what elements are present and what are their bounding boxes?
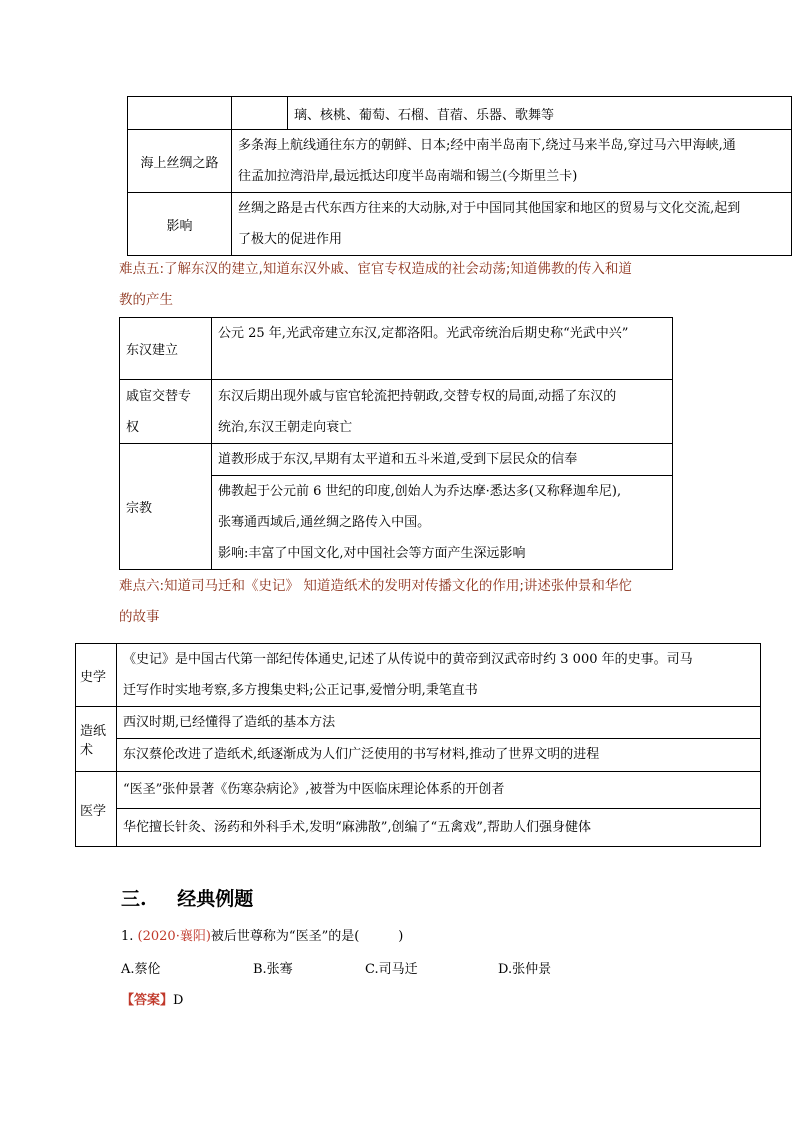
history-desc: 《史记》是中国古代第一部纪传体通史,记述了从传说中的黄帝到汉武帝时约 3 000 年的史事。司马 迁写作时实地考察,多方搜集史料;公正记事,爱憎分明,秉笔直书 xyxy=(117,644,761,707)
maritime-silk-road-label: 海上丝绸之路 xyxy=(128,130,232,193)
question-1 xyxy=(121,925,403,944)
medicine-label: 医学 xyxy=(76,772,117,847)
question-number: 1. xyxy=(121,929,134,944)
religion-desc: 道教形成于东汉,早期有太平道和五斗米道,受到下层民众的信奉 佛教起于公元前 6 世纪的印度,创始人为乔达摩·悉达多(又称释迦牟尼), 张骞通西域后,通丝绸之路传入中国。 影响:丰富了中国文化,对中国社会等方面产生深远影响 xyxy=(212,444,673,570)
option-c: C.司马迁 xyxy=(365,962,418,977)
option-a: A.蔡伦 xyxy=(121,962,161,977)
question-source: (2020·襄阳) xyxy=(137,929,211,944)
question-stem: 被后世尊称为“医圣”的是( ) xyxy=(210,929,404,944)
section-title: 经典例题 xyxy=(177,888,254,910)
option-b: B.张骞 xyxy=(253,962,293,977)
papermaking-desc: 西汉时期,已经懂得了造纸的基本方法 东汉蔡伦改进了造纸术,纸逐渐成为人们广泛使用的书写材料,推动了世界文明的进程 xyxy=(117,707,761,772)
papermaking-label: 造纸术 xyxy=(76,707,117,772)
culture-table xyxy=(75,643,761,847)
consort-eunuch-desc: 东汉后期出现外戚与宦官轮流把持朝政,交替专权的局面,动摇了东汉的 统治,东汉王朝走向衰亡 xyxy=(212,380,673,444)
answer-value: D xyxy=(173,993,184,1008)
answer xyxy=(121,989,183,1008)
maritime-silk-road-desc: 多条海上航线通往东方的朝鲜、日本;经中南半岛南下,绕过马来半岛,穿过马六甲海峡,通 往孟加拉湾沿岸,最远抵达印度半岛南端和锡兰(今斯里兰卡) xyxy=(232,130,792,193)
religion-label: 宗教 xyxy=(120,444,212,570)
silk-road-table xyxy=(127,96,792,256)
cell-empty xyxy=(128,97,232,130)
influence-desc: 丝绸之路是古代东西方往来的大动脉,对于中国同其他国家和地区的贸易与文化交流,起到 了极大的促进作用 xyxy=(232,193,792,256)
eastern-han-founding-desc: 公元 25 年,光武帝建立东汉,定都洛阳。光武帝统治后期史称“光武中兴” xyxy=(212,318,673,380)
answer-label: 【答案】 xyxy=(121,993,174,1008)
section-number: 三. xyxy=(121,888,147,910)
eastern-han-founding-label: 东汉建立 xyxy=(120,318,212,380)
medicine-desc: “医圣”张仲景著《伤寒杂病论》,被誉为中医临床理论体系的开创者 华佗擅长针灸、汤药和外科手术,发明“麻沸散”,创编了“五禽戏”,帮助人们强身健体 xyxy=(117,772,761,847)
silk-road-goods: 璃、核桃、葡萄、石榴、苜蓿、乐器、歌舞等 xyxy=(288,97,792,130)
history-label: 史学 xyxy=(76,644,117,707)
nandian-5-heading: 难点五:了解东汉的建立,知道东汉外戚、宦官专权造成的社会动荡;知道佛教的传入和道 教的产生 xyxy=(119,261,632,308)
nandian-6-heading: 难点六:知道司马迁和《史记》 知道造纸术的发明对传播文化的作用;讲述张仲景和华佗 的故事 xyxy=(119,578,632,625)
eastern-han-table xyxy=(119,317,673,570)
influence-label: 影响 xyxy=(128,193,232,256)
option-d: D.张仲景 xyxy=(498,962,552,977)
consort-eunuch-label: 戚宦交替专 权 xyxy=(120,380,212,444)
section-heading xyxy=(121,884,253,911)
cell-empty xyxy=(232,97,288,130)
